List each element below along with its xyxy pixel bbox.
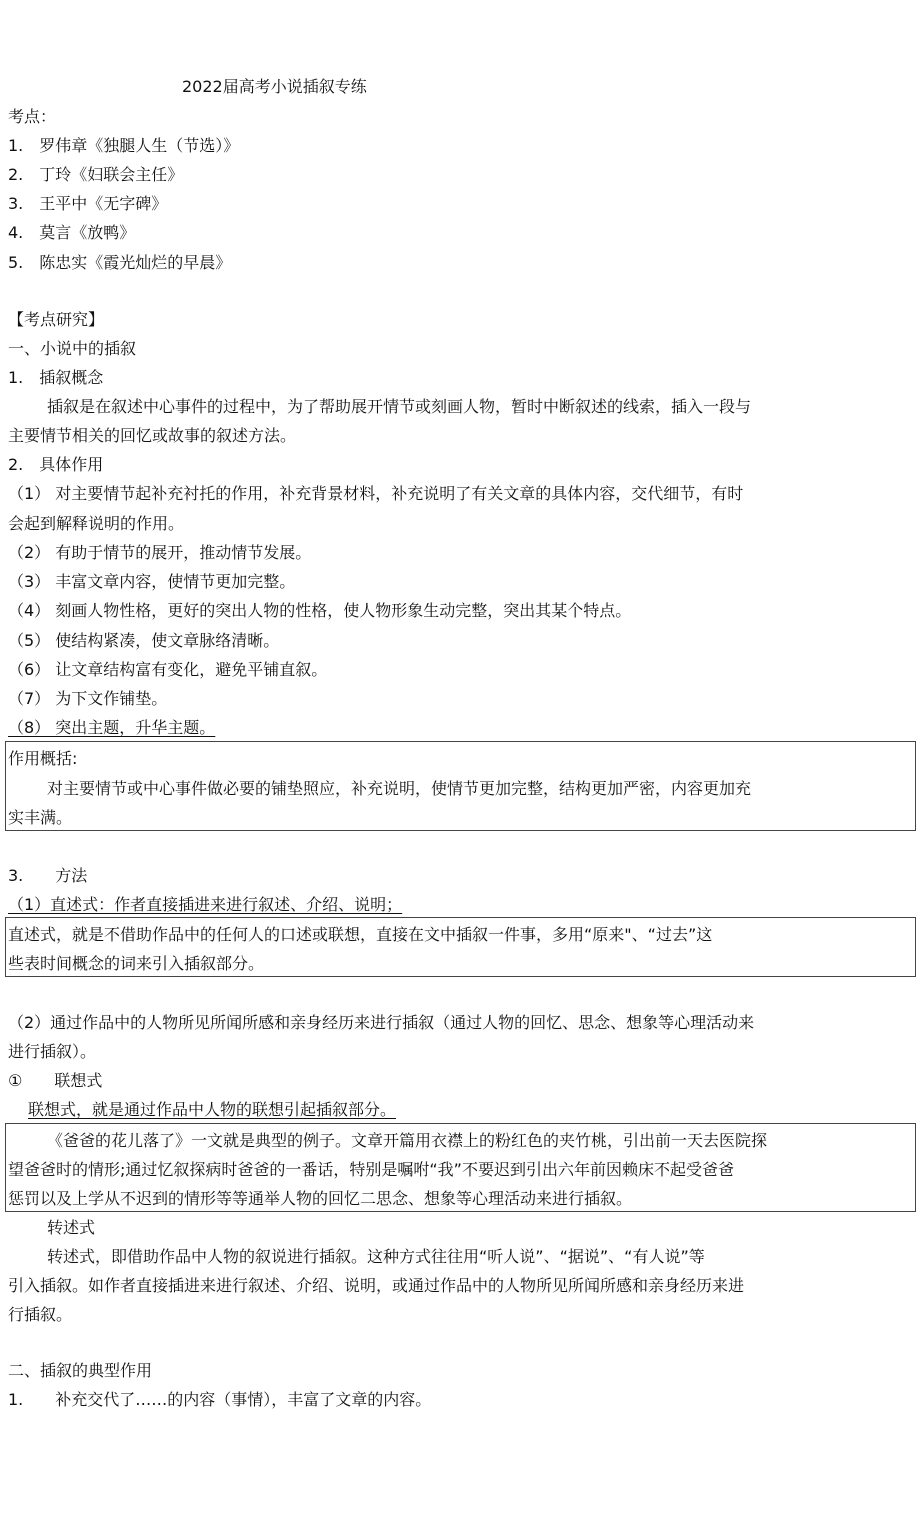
- concept-text-line2: 主要情节相关的回忆或故事的叙述方法。: [8, 426, 297, 445]
- method2-line1: （2）通过作品中的人物所见所闻所感和亲身经历来进行插叙（通过人物的回忆、思念、想象等心理活动来: [8, 1013, 755, 1032]
- kaodian-item-2: 2. 丁玲《妇联会主任》: [8, 165, 184, 184]
- method2-line2: 进行插叙）。: [8, 1042, 97, 1061]
- kaodian-label: 考点：: [8, 107, 57, 126]
- function-1-line1: （1） 对主要情节起补充衬托的作用，补充背景材料，补充说明了有关文章的具体内容，交代细节，有时: [8, 484, 744, 503]
- section2-item-1: 1. 补充交代了……的内容（事情），丰富了文章的内容。: [8, 1390, 432, 1409]
- function-heading: 2. 具体作用: [8, 455, 104, 474]
- summary-line2: 实丰满。: [8, 808, 73, 827]
- sub1-box-line1: 《爸爸的花儿落了》一文就是典型的例子。文章开篇用衣襟上的粉红色的夹竹桃，引出前一天去医院探: [47, 1131, 768, 1150]
- page-title: 2022届高考小说插叙专练: [182, 77, 367, 96]
- summary-label: 作用概括:: [8, 749, 78, 768]
- function-3: （3） 丰富文章内容，使情节更加完整。: [8, 572, 296, 591]
- summary-line1: 对主要情节或中心事件做必要的铺垫照应，补充说明，使情节更加完整，结构更加严密，内容更加充: [47, 779, 752, 798]
- sub1-heading: ① 联想式: [8, 1071, 103, 1090]
- sub1-box-line3: 惩罚以及上学从不迟到的情形等等通举人物的回忆二思念、想象等心理活动来进行插叙。: [8, 1189, 633, 1208]
- function-7: （7） 为下文作铺垫。: [8, 689, 168, 708]
- sub2-line3: 行插叙。: [8, 1305, 73, 1324]
- section2-heading: 二、插叙的典型作用: [8, 1361, 153, 1380]
- method-heading: 3. 方法: [8, 866, 88, 885]
- function-2: （2） 有助于情节的展开，推动情节发展。: [8, 543, 312, 562]
- section1-heading: 一、小说中的插叙: [8, 339, 137, 358]
- research-heading: 【考点研究】: [8, 310, 105, 329]
- function-8: （8） 突出主题，升华主题。: [8, 718, 216, 737]
- method1-heading: （1）直述式：作者直接插进来进行叙述、介绍、说明；: [8, 895, 403, 914]
- kaodian-item-4: 4. 莫言《放鸭》: [8, 223, 136, 242]
- method1-box-line2: 些表时间概念的词来引入插叙部分。: [8, 954, 265, 973]
- sub2-line1: 转述式，即借助作品中人物的叙说进行插叙。这种方式往往用“听人说”、“据说”、“有人说”等: [47, 1247, 705, 1266]
- sub2-heading: 转述式: [47, 1218, 96, 1237]
- function-5: （5） 使结构紧凑，使文章脉络清晰。: [8, 631, 280, 650]
- kaodian-item-5: 5. 陈忠实《霞光灿烂的早晨》: [8, 253, 232, 272]
- kaodian-item-3: 3. 王平中《无字碑》: [8, 194, 168, 213]
- method1-box-line1: 直述式，就是不借助作品中的任何人的口述或联想，直接在文中插叙一件事，多用“原来"、“过去”这: [8, 925, 713, 944]
- concept-heading: 1. 插叙概念: [8, 368, 104, 387]
- kaodian-item-1: 1. 罗伟章《独腿人生（节选）》: [8, 136, 240, 155]
- function-6: （6） 让文章结构富有变化，避免平铺直叙。: [8, 660, 328, 679]
- function-4: （4） 刻画人物性格，更好的突出人物的性格，使人物形象生动完整，突出其某个特点。: [8, 601, 632, 620]
- sub1-box-line2: 望爸爸时的情形;通过忆叙探病时爸爸的一番话，特别是嘱咐“我”不要迟到引出六年前因赖床不起受爸爸: [8, 1160, 734, 1179]
- sub2-line2: 引入插叙。如作者直接插进来进行叙述、介绍、说明，或通过作品中的人物所见所闻所感和亲身经历来进: [8, 1276, 745, 1295]
- function-1-line2: 会起到解释说明的作用。: [8, 514, 185, 533]
- concept-text-line1: 插叙是在叙述中心事件的过程中，为了帮助展开情节或刻画人物，暂时中断叙述的线索，插入一段与: [47, 397, 752, 416]
- sub1-definition: 联想式，就是通过作品中人物的联想引起插叙部分。: [28, 1100, 397, 1119]
